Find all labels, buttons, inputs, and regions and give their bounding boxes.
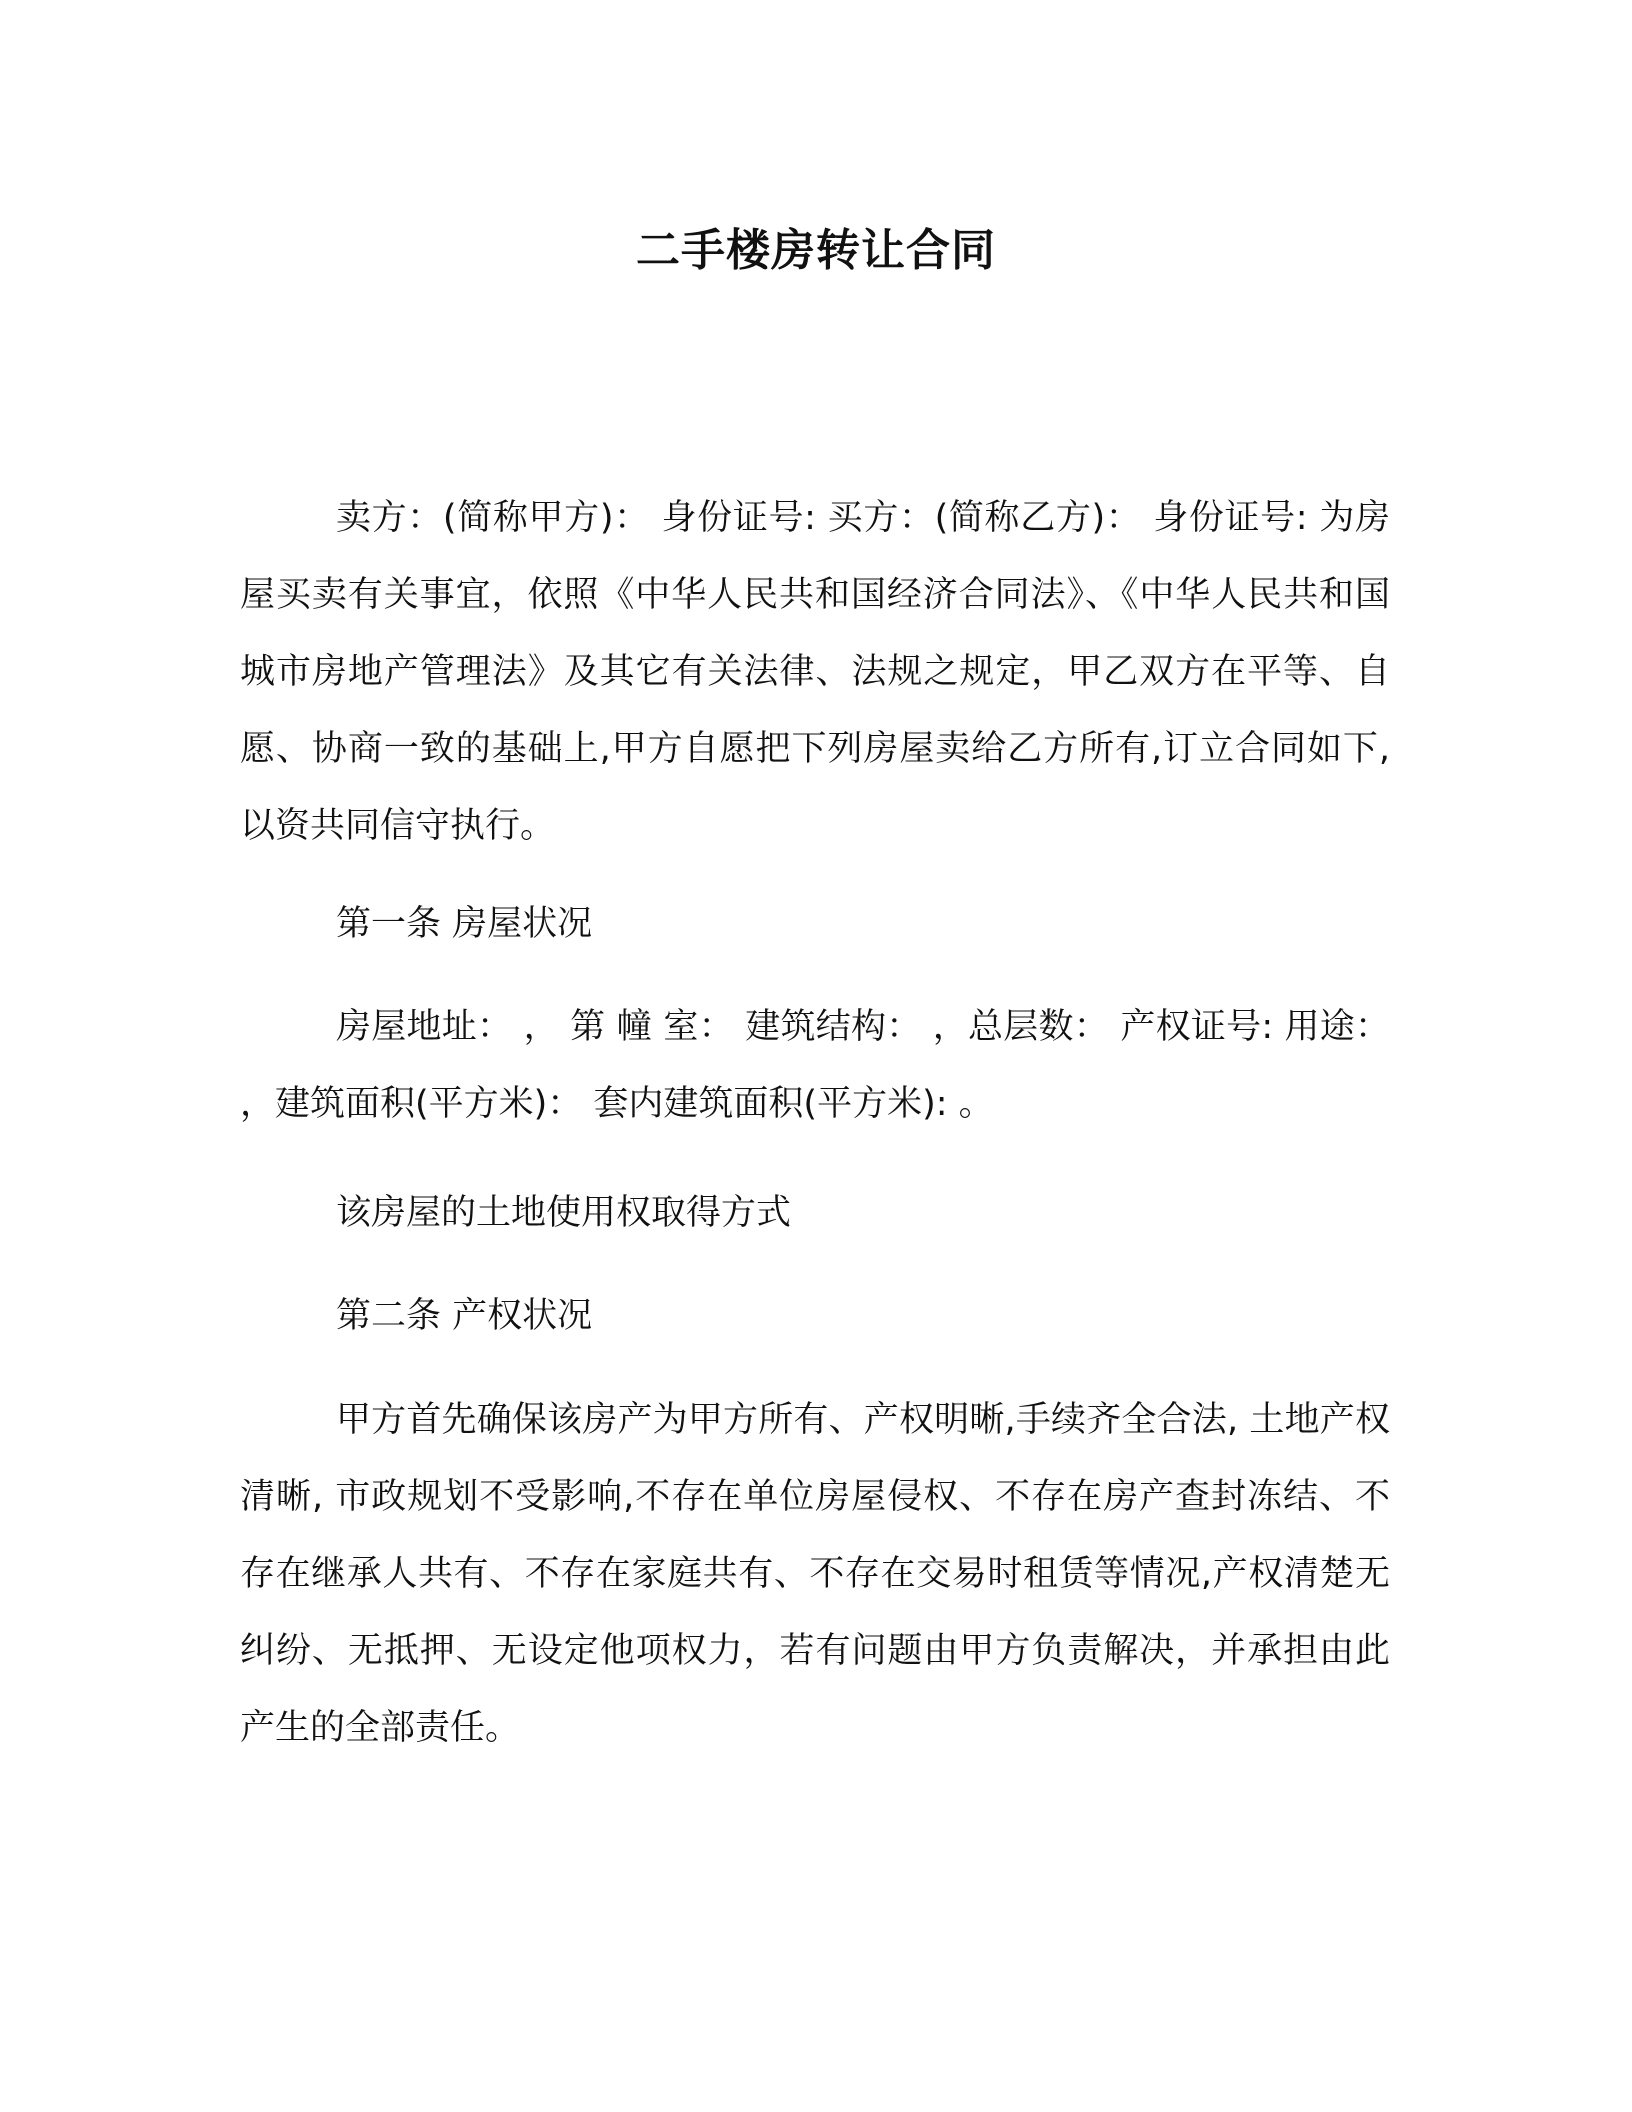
contract-title: 二手楼房转让合同: [636, 225, 996, 276]
article-2-body: 甲方首先确保该房产为甲方所有、产权明晰,手续齐全合法, 土地产权清晰, 市政规划不受影响,不存在单位房屋侵权、不存在房产查封冻结、不存在继承人共有、不存在家庭共有、不存在交易时租赁等情况,产权清楚无纠纷、无抵押、无设定他项权力，若有问题由甲方负责解决，并承担由此产生的全部责任。: [240, 1400, 1390, 1748]
intro-paragraph: 卖方：(简称甲方)： 身份证号: 买方：(简称乙方)： 身份证号: 为房屋买卖有关事宜，依照《中华人民共和国经济合同法》、《中华人民共和国城市房地产管理法》及其它有关法律、法规之规定，甲乙双方在平等、自愿、协商一致的基础上,甲方自愿把下列房屋卖给乙方所有,订立合同如下, 以资共同信守执行。: [240, 498, 1390, 846]
article-1-heading: 第一条 房屋状况: [336, 904, 593, 944]
land-use-line: 该房屋的土地使用权取得方式: [336, 1193, 792, 1233]
article-2-heading: 第二条 产权状况: [336, 1296, 593, 1336]
article-1-details: 房屋地址： ， 第 幢 室： 建筑结构： ，总层数： 产权证号: 用途： ，建筑面积(平方米)： 套内建筑面积(平方米): 。: [240, 1007, 1390, 1124]
